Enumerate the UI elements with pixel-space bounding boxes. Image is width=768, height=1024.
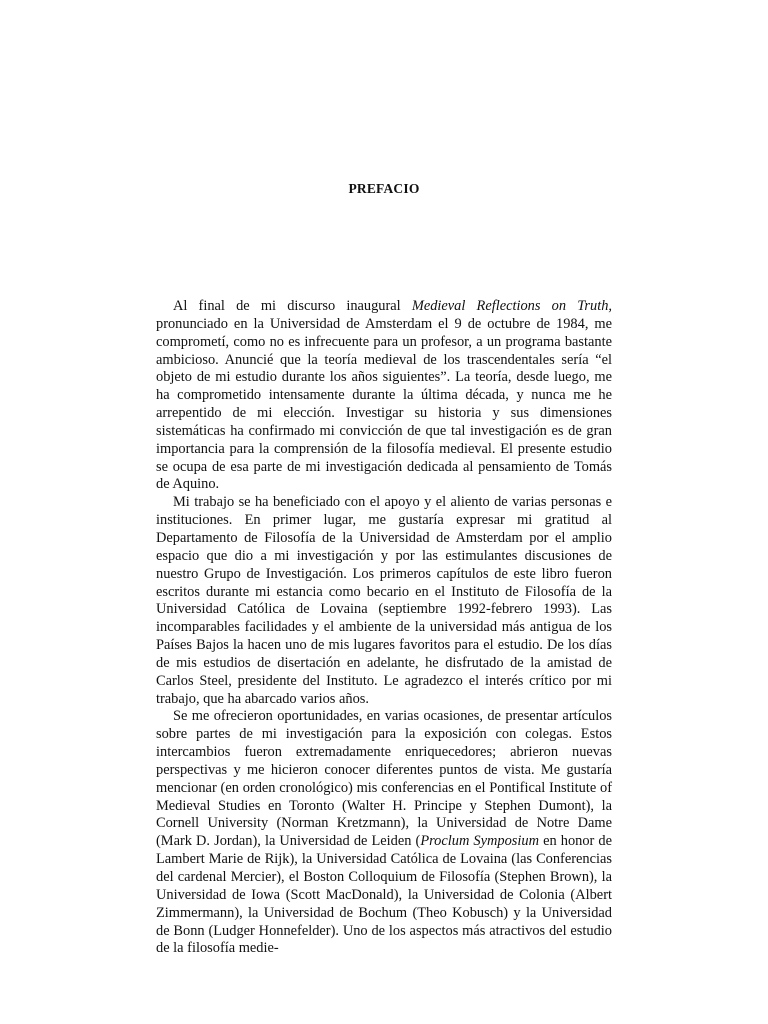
- paragraph: [156, 708, 612, 958]
- body-text: [156, 298, 612, 958]
- italic-title-text: Proclum Symposium: [420, 833, 539, 850]
- paragraph-text: Se me ofrecieron oportunidades, en varias ocasiones, de presentar artículos sobre partes de mi investigación para la exposición con colegas. Estos intercambios fueron extremadamente enriquecedores; abrieron nuevas perspectivas y me hicieron conocer diferentes puntos de vista. Me gustaría mencionar (en orden cronológico) mis conferencias en el Pontifical Institute of Medieval Studies en Toronto (Walter H. Principe y Stephen Dumont), la Cornell University (Norman Kretzmann), la Universidad de Notre Dame (Mark D. Jordan), la Universidad de Leiden (: [156, 708, 612, 850]
- paragraph-text: en honor de Lambert Marie de Rijk), la Universidad Católica de Lovaina (las Conferencias del cardenal Mercier), el Boston Colloquium de Filosofía (Stephen Brown), la Universidad de Iowa (Scott MacDonald), la Universidad de Colonia (Albert Zimmermann), la Universidad de Bochum (Theo Kobusch) y la Universidad de Bonn (Ludger Honnefelder). Uno de los aspectos más atractivos del estudio de la filosofía medie-: [156, 833, 612, 957]
- italic-title-text: Medieval Reflections on Truth,: [411, 298, 612, 314]
- paragraph: [156, 298, 612, 494]
- paragraph-text: Mi trabajo se ha beneficiado con el apoyo y el aliento de varias personas e instituciones. En primer lugar, me gustaría expresar mi gratitud al Departamento de Filosofía de la Universidad de Amsterdam por el amplio espacio que dio a mi investigación y por las estimulantes discusiones de nuestro Grupo de Investigación. Los primeros capítulos de este libro fueron escritos durante mi estancia como becario en el Instituto de Filosofía de la Universidad Católica de Lovaina (septiembre 1992-febrero 1993). Las incomparables facilidades y el ambiente de la universidad más antigua de los Países Bajos la hacen uno de mis lugares favoritos para el estudio. De los días de mis estudios de disertación en adelante, he disfrutado de la amistad de Carlos Steel, presidente del Instituto. Le agradezco el interés crítico por mi trabajo, que ha abarcado varios años.: [156, 494, 612, 707]
- page-title: PREFACIO: [348, 181, 420, 196]
- paragraph-text: Al final de mi discurso inaugural: [173, 298, 412, 314]
- paragraph-text: pronunciado en la Universidad de Amsterdam el 9 de octubre de 1984, me comprometí, como no es infrecuente para un profesor, a un programa bastante ambicioso. Anuncié que la teoría medieval de los trascendentales sería “el objeto de mi estudio durante los años siguientes”. La teoría, desde luego, me ha comprometido intensamente durante la última década, y nunca me he arrepentido de mi elección. Investigar su historia y sus dimensiones sistemáticas ha confirmado mi convicción de que tal investigación es de gran importancia para la comprensión de la filosofía medieval. El presente estudio se ocupa de esa parte de mi investigación dedicada al pensamiento de Tomás de Aquino.: [156, 315, 612, 493]
- paragraph: [156, 494, 612, 708]
